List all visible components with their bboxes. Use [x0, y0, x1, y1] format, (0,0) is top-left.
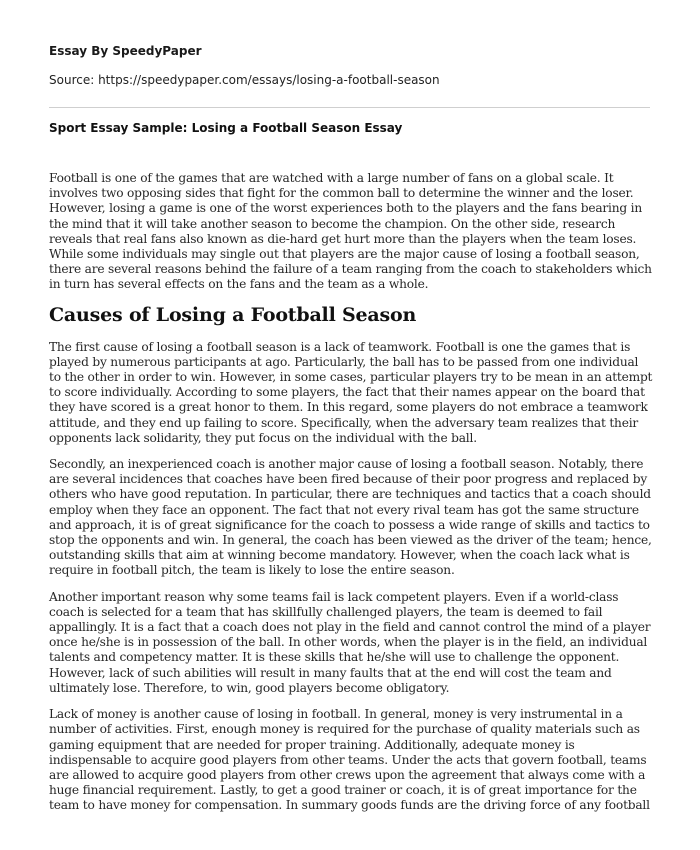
source-line: Source: https://speedypaper.com/essays/losing-a-football-season [49, 73, 440, 87]
body-paragraph-1: The first cause of losing a football season is a lack of teamwork. Football is one the games that is played by numerous participants at ago. Particularly, the ball has to be passed from one individual to the other in order to win. However, in some cases, particular players try to be mean in an attempt to score individually. According to some players, the fact that their names appear on the board that they have scored is a great honor to them. In this regard, some players do not embrace a teamwork attitude, and they end up failing to score. Specifically, when the adversary team realizes that their opponents lack solidarity, they put focus on the individual with the ball. [49, 339, 653, 445]
section-heading: Causes of Losing a Football Season [49, 303, 417, 326]
intro-paragraph: Football is one of the games that are watched with a large number of fans on a global scale. It involves two opposing sides that fight for the common ball to determine the winner and the loser. However, losing a game is one of the worst experiences both to the players and the fans bearing in the mind that it will take another season to become the champion. On the other side, research reveals that real fans also known as die-hard get hurt more than the players when the team loses. While some individuals may single out that players are the major cause of losing a football season, there are several reasons behind the failure of a team ranging from the coach to stakeholders which in turn has several effects on the fans and the team as a whole. [49, 171, 652, 292]
header-divider [49, 107, 650, 108]
body-paragraph-4: Lack of money is another cause of losing in football. In general, money is very instrumental in a number of activities. First, enough money is required for the purchase of quality materials such as gaming equipment that are needed for proper training. Additionally, adequate money is indispensable to acquire good players from other teams. Under the acts that govern football, teams are allowed to acquire good players from other crews upon the agreement that always come with a huge financial requirement. Lastly, to get a good trainer or coach, it is of great importance for the team to have money for compensation. In summary goods funds are the driving force of any football [49, 707, 650, 813]
body-paragraph-2: Secondly, an inexperienced coach is another major cause of losing a football season. Notably, there are several incidences that coaches have been fired because of their poor progress and replaced by others who have good reputation. In particular, there are techniques and tactics that a coach should employ when they face an opponent. The fact that not every rival team has got the same structure and approach, it is of great significance for the coach to possess a wide range of skills and tactics to stop the opponents and win. In general, the coach has been viewed as the driver of the team; hence, outstanding skills that aim at winning become mandatory. However, when the coach lack what is require in football pitch, the team is likely to lose the entire season. [49, 457, 652, 578]
brand-title: Essay By SpeedyPaper [49, 44, 202, 58]
body-paragraph-3: Another important reason why some teams fail is lack competent players. Even if a world-class coach is selected for a team that has skillfully challenged players, the team is deemed to fail appallingly. It is a fact that a coach does not play in the field and cannot control the mind of a player once he/she is in possession of the ball. In other words, when the player is in the field, an individual talents and competency matter. It is these skills that he/she will use to challenge the opponent. However, lack of such abilities will result in many faults that at the end will cost the team and ultimately lose. Therefore, to win, good players become obligatory. [49, 589, 651, 695]
essay-body [49, 171, 653, 825]
essay-title: Sport Essay Sample: Losing a Football Season Essay [49, 121, 403, 135]
